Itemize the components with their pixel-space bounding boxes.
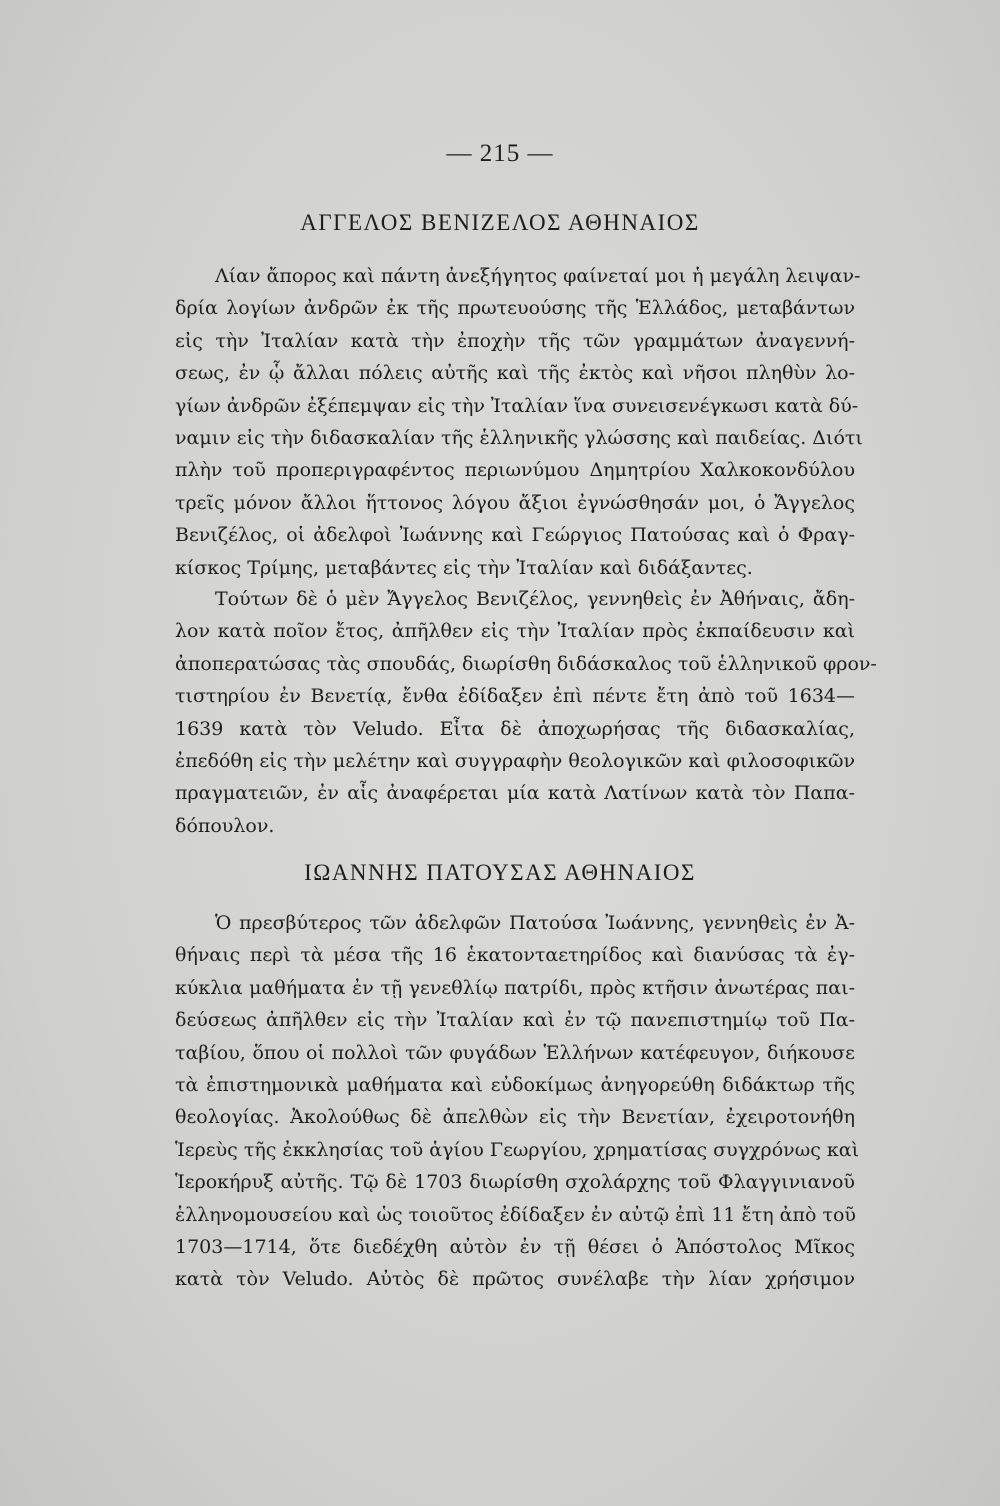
text-line: κύκλια μαθήματα ἐν τῇ γενεθλίῳ πατρίδι, πρὸς κτῆσιν ἀνωτέρας παι- (175, 976, 855, 999)
text-line: Ἱερεὺς τῆς ἐκκλησίας τοῦ ἁγίου Γεωργίου, χρηματίσας συγχρόνως καὶ (175, 1138, 860, 1161)
text-line: κατὰ τὸν Veludo. Αὐτὸς δὲ πρῶτος συνέλαβε τὴν λίαν χρήσιμον (175, 1268, 855, 1291)
text-line: Ἱεροκήρυξ αὐτῆς. Τῷ δὲ 1703 διωρίσθη σχολάρχης τοῦ Φλαγγινιανοῦ (175, 1171, 855, 1194)
text-line: γίων ἀνδρῶν ἐξέπεμψαν εἰς τὴν Ἰταλίαν ἵνα συνεισενέγκωσι κατὰ δύ- (175, 394, 859, 417)
text-line: ἐπεδόθη εἰς τὴν μελέτην καὶ συγγραφὴν θεολογικῶν καὶ φιλοσοφικῶν (175, 749, 855, 772)
text-line: ταβίου, ὅπου οἱ πολλοὶ τῶν φυγάδων Ἑλλήνων κατέφευγον, διήκουσε (175, 1041, 855, 1064)
text-line: θήναις περὶ τὰ μέσα τῆς 16 ἑκατονταετηρίδος καὶ διανύσας τὰ ἐγ- (175, 944, 855, 967)
text-line: ἀποπερατώσας τὰς σπουδάς, διωρίσθη διδάσκαλος τοῦ ἑλληνικοῦ φρον- (175, 652, 877, 675)
text-line: εἰς τὴν Ἰταλίαν κατὰ τὴν ἐποχὴν τῆς τῶν γραμμάτων ἀναγεννή- (175, 329, 855, 352)
page-number: — 215 — (446, 140, 554, 167)
text-line: Τούτων δὲ ὁ μὲν Ἄγγελος Βενιζέλος, γεννηθεὶς ἐν Ἀθήναις, ἄδη- (215, 588, 855, 610)
text-line: Λίαν ἄπορος καὶ πάντη ἀνεξήγητος φαίνεταί μοι ἡ μεγάλη λειψαν- (215, 265, 861, 287)
paragraph-intro (175, 260, 863, 584)
text-line: κίσκος Τρίμης, μεταβάντες εἰς τὴν Ἰταλίαν καὶ διδάξαντες. (175, 556, 753, 579)
text-line: δρία λογίων ἀνδρῶν ἐκ τῆς πρωτευούσης τῆς Ἑλλάδος, μεταβάντων (175, 297, 855, 320)
text-line: τιστηρίου ἐν Βενετίᾳ, ἔνθα ἐδίδαξεν ἐπὶ πέντε ἔτη ἀπὸ τοῦ 1634— (175, 685, 855, 708)
text-line: θεολογίας. Ἀκολούθως δὲ ἀπελθὼν εἰς τὴν Βενετίαν, ἐχειροτονήθη (175, 1106, 855, 1129)
text-line: δόπουλον. (175, 814, 275, 837)
text-line: Βενιζέλος, οἱ ἀδελφοὶ Ἰωάννης καὶ Γεώργιος Πατούσας καὶ ὁ Φραγ- (175, 524, 855, 547)
text-line: τρεῖς μόνον ἄλλοι ἥττονος λόγου ἄξιοι ἐγνώσθησάν μοι, ὁ Ἄγγελος (175, 491, 855, 514)
text-line: Ὁ πρεσβύτερος τῶν ἀδελφῶν Πατούσα Ἰωάννης, γεννηθεὶς ἐν Ἀ- (215, 912, 855, 934)
text-line: πλὴν τοῦ προπεριγραφέντος περιωνύμου Δημητρίου Χαλκοκονδύλου (175, 459, 855, 482)
text-line: πραγματειῶν, ἐν αἷς ἀναφέρεται μία κατὰ Λατίνων κατὰ τὸν Παπα- (175, 782, 855, 805)
text-line: 1639 κατὰ τὸν Veludo. Εἶτα δὲ ἀποχωρήσας τῆς διδασκαλίας, (175, 717, 855, 740)
text-line: σεως, ἐν ᾧ ἄλλαι πόλεις αὐτῆς καὶ τῆς ἐκτὸς καὶ νῆσοι πληθὺν λο- (175, 362, 855, 385)
text-line: λον κατὰ ποῖον ἔτος, ἀπῆλθεν εἰς τὴν Ἰταλίαν πρὸς ἐκπαίδευσιν καὶ (175, 620, 855, 643)
text-line: ἑλληνομουσείου καὶ ὡς τοιοῦτος ἐδίδαξεν ἐν αὐτῷ ἐπὶ 11 ἔτη ἀπὸ τοῦ (175, 1203, 856, 1226)
text-line: δεύσεως ἀπῆλθεν εἰς τὴν Ἰταλίαν καὶ ἐν τῷ πανεπιστημίῳ τοῦ Πα- (175, 1009, 855, 1032)
text-line: 1703—1714, ὅτε διεδέχθη αὐτὸν ἐν τῇ θέσει ὁ Ἀπόστολος Μῖκος (175, 1235, 855, 1258)
paragraph-angelos-venizelos (175, 583, 877, 842)
section-heading-ioannis-patousas: ΙΩΑΝΝΗΣ ΠΑΤΟΥΣΑΣ ΑΘΗΝΑΙΟΣ (304, 860, 696, 885)
text-line: ναμιν εἰς τὴν διδασκαλίαν τῆς ἑλληνικῆς γλώσσης καὶ παιδείας. Διότι (175, 426, 863, 449)
paragraph-ioannis-patousas (175, 907, 860, 1296)
section-heading-angelos-venizelos: ΑΓΓΕΛΟΣ ΒΕΝΙΖΕΛΟΣ ΑΘΗΝΑΙΟΣ (300, 210, 700, 235)
text-line: τὰ ἐπιστημονικὰ μαθήματα καὶ εὐδοκίμως ἀνηγορεύθη διδάκτωρ τῆς (175, 1073, 855, 1096)
